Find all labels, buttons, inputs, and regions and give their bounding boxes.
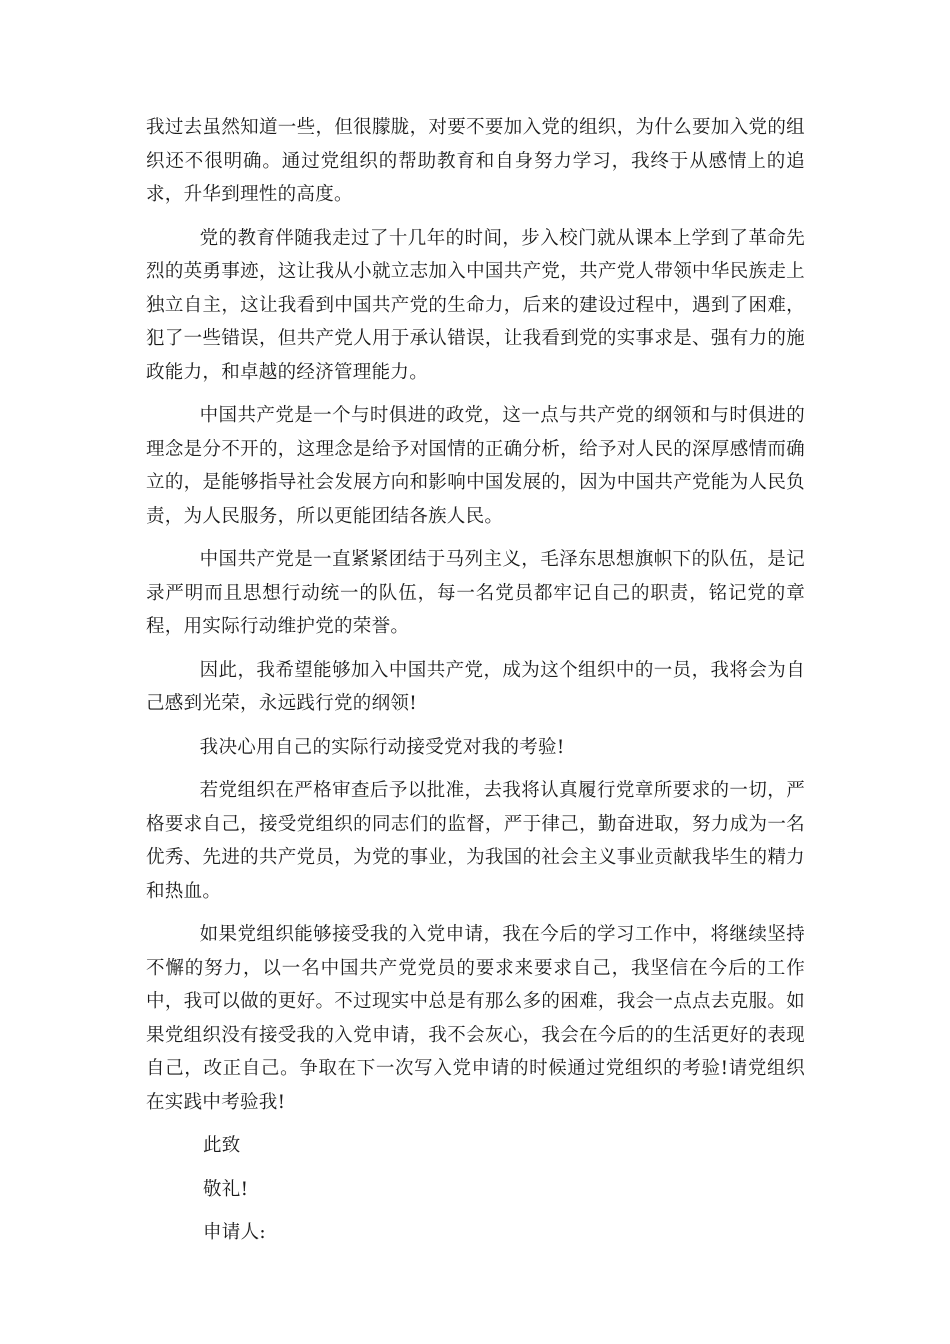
paragraph-1: 我过去虽然知道一些，但很朦胧，对要不要加入党的组织，为什么要加入党的组织还不很明确。通过党组织的帮助教育和自身努力学习，我终于从感情上的追求，升华到理性的高度。	[146, 117, 805, 205]
paragraph-5: 因此，我希望能够加入中国共产党，成为这个组织中的一员，我将会为自己感到光荣，永远践行党的纲领!	[146, 659, 805, 714]
paragraph-7: 若党组织在严格审查后予以批准，去我将认真履行党章所要求的一切，严格要求自己，接受党组织的同志们的监督，严于律己，勤奋进取，努力成为一名优秀、先进的共产党员，为党的事业，为我国的社会主义事业贡献我毕生的精力和热血。	[146, 780, 805, 902]
paragraph-2: 党的教育伴随我走过了十几年的时间，步入校门就从课本上学到了革命先烈的英勇事迹，这让我从小就立志加入中国共产党，共产党人带领中华民族走上独立自主，这让我看到中国共产党的生命力，后来的建设过程中，遇到了困难，犯了一些错误，但共产党人用于承认错误，让我看到党的实事求是、强有力的施政能力，和卓越的经济管理能力。	[146, 227, 805, 383]
closing-respect: 敬礼!	[203, 1178, 249, 1200]
applicant-label: 申请人:	[203, 1222, 266, 1243]
paragraph-6: 我决心用自己的实际行动接受党对我的考验!	[199, 736, 565, 758]
closing-salutation: 此致	[203, 1135, 241, 1156]
document-body	[146, 111, 805, 1260]
paragraph-3: 中国共产党是一个与时俱进的政党，这一点与共产党的纲领和与时俱进的理念是分不开的，这理念是给予对国情的正确分析，给予对人民的深厚感情而确立的，是能够指导社会发展方向和影响中国发展的，因为中国共产党能为人民负责，为人民服务，所以更能团结各族人民。	[146, 405, 805, 527]
paragraph-4: 中国共产党是一直紧紧团结于马列主义，毛泽东思想旗帜下的队伍，是记录严明而且思想行动统一的队伍，每一名党员都牢记自己的职责，铭记党的章程，用实际行动维护党的荣誉。	[146, 549, 805, 637]
paragraph-8: 如果党组织能够接受我的入党申请，我在今后的学习工作中，将继续坚持不懈的努力，以一名中国共产党党员的要求来要求自己，我坚信在今后的工作中，我可以做的更好。不过现实中总是有那么多的困难，我会一点点去克服。如果党组织没有接受我的入党申请，我不会灰心，我会在今后的的生活更好的表现自己，改正自己。争取在下一次写入党申请的时候通过党组织的考验!请党组织在实践中考验我!	[146, 924, 805, 1113]
